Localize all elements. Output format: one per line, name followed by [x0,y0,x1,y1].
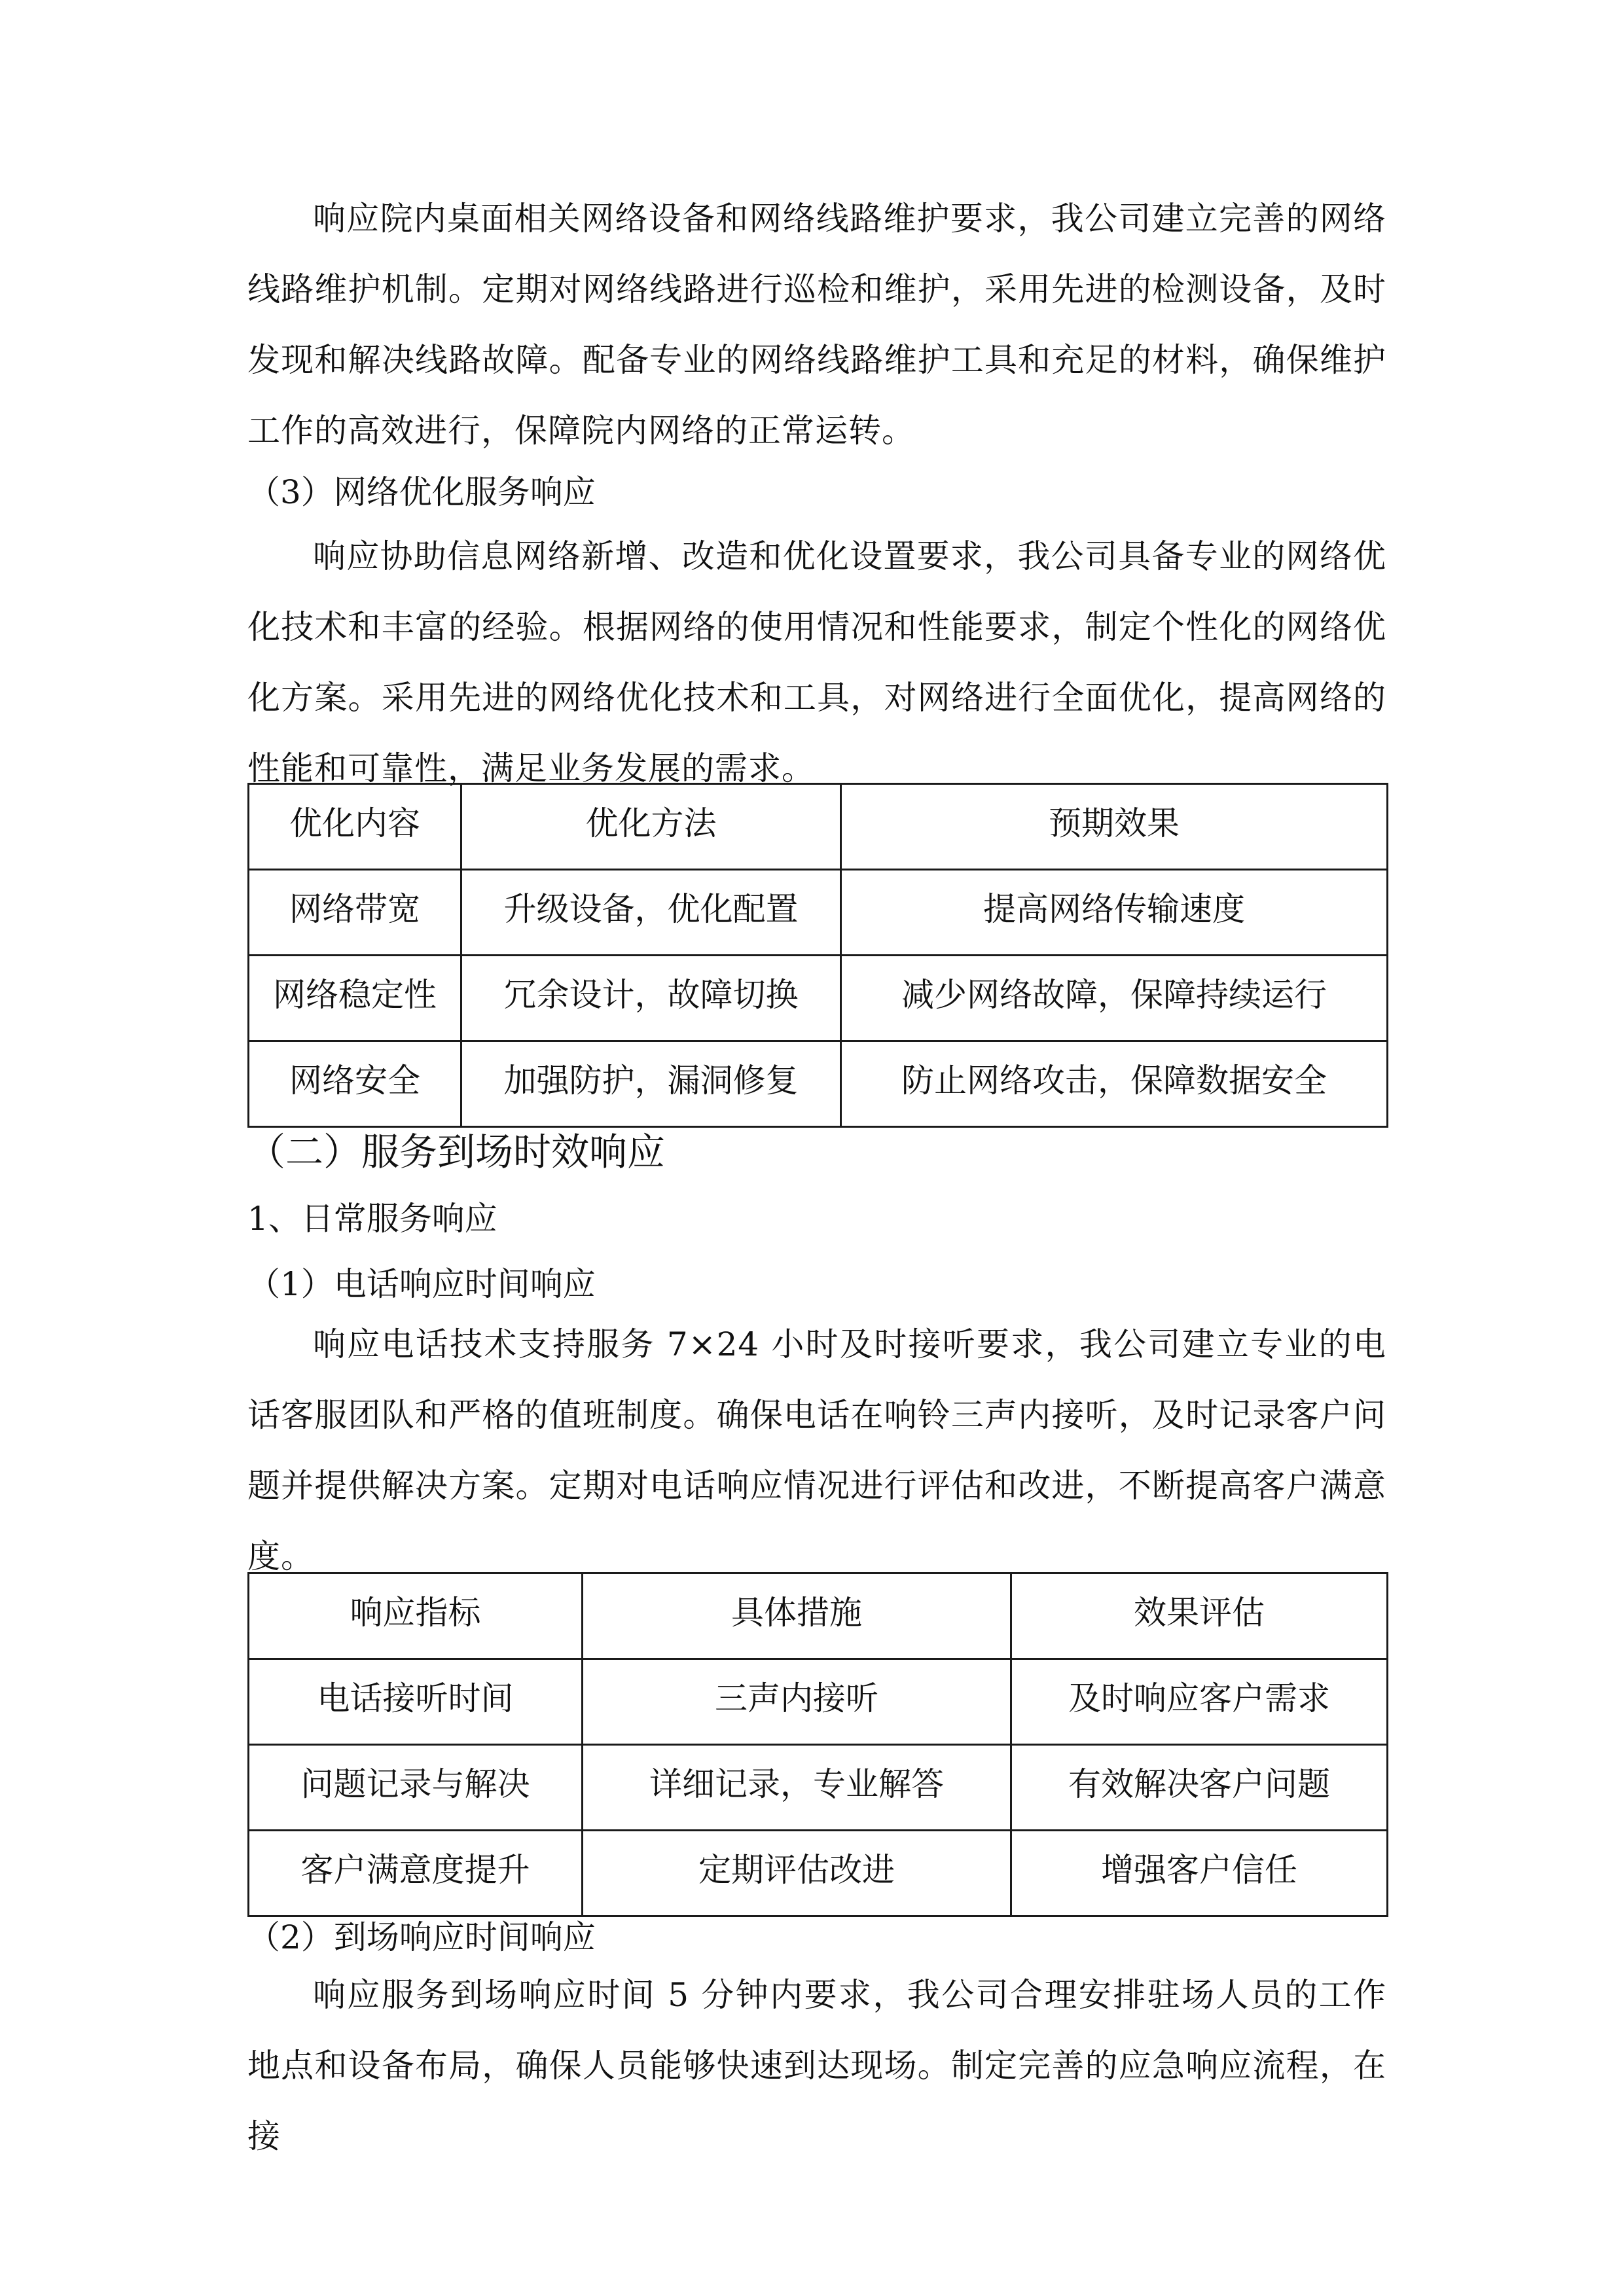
table-cell: 电话接听时间 [249,1659,583,1745]
table-cell: 及时响应客户需求 [1011,1659,1388,1745]
table-cell: 三声内接听 [583,1659,1011,1745]
table-header-cell: 预期效果 [841,784,1388,870]
phone-response-table [247,1572,1388,1917]
heading-phone-response: （1）电话响应时间响应 [247,1265,596,1303]
optimization-table [247,783,1388,1128]
heading-daily-service: 1、日常服务响应 [247,1200,497,1238]
table-cell: 客户满意度提升 [249,1831,583,1916]
table-header-cell: 响应指标 [249,1573,583,1659]
table-header-cell: 效果评估 [1011,1573,1388,1659]
table-row [249,1659,1388,1745]
table-row [249,1831,1388,1916]
table-row [249,956,1388,1041]
table-cell: 加强防护，漏洞修复 [461,1041,841,1127]
table-row [249,870,1388,956]
paragraph-network-optimization: 响应协助信息网络新增、改造和优化设置要求，我公司具备专业的网络优化技术和丰富的经验。根据网络的使用情况和性能要求，制定个性化的网络优化方案。采用先进的网络优化技术和工具，对网络进行全面优化，提高网络的性能和可靠性，满足业务发展的需求。 [247,537,1386,787]
heading-onsite-response: （2）到场响应时间响应 [247,1918,596,1956]
table-cell: 提高网络传输速度 [841,870,1388,956]
table-cell: 网络稳定性 [249,956,461,1041]
paragraph-network-maintenance: 响应院内桌面相关网络设备和网络线路维护要求，我公司建立完善的网络线路维护机制。定期对网络线路进行巡检和维护，采用先进的检测设备，及时发现和解决线路故障。配备专业的网络线路维护工具和充足的材料，确保维护工作的高效进行，保障院内网络的正常运转。 [247,200,1386,450]
table-cell: 有效解决客户问题 [1011,1745,1388,1831]
heading-section-two: （二）服务到场时效响应 [247,1130,666,1174]
table-cell: 增强客户信任 [1011,1831,1388,1916]
table-cell: 防止网络攻击，保障数据安全 [841,1041,1388,1127]
table-cell: 网络带宽 [249,870,461,956]
table-header-row [249,1573,1388,1659]
table-header-row [249,784,1388,870]
table-header-cell: 优化内容 [249,784,461,870]
heading-network-optimization: （3）网络优化服务响应 [247,473,596,511]
table-cell: 定期评估改进 [583,1831,1011,1916]
table-header-cell: 优化方法 [461,784,841,870]
table-row [249,1041,1388,1127]
paragraph-phone-response: 响应电话技术支持服务 7×24 小时及时接听要求，我公司建立专业的电话客服团队和严格的值班制度。确保电话在响铃三声内接听，及时记录客户问题并提供解决方案。定期对电话响应情况进行评估和改进，不断提高客户满意度。 [247,1325,1386,1575]
table-cell: 减少网络故障，保障持续运行 [841,956,1388,1041]
table-cell: 问题记录与解决 [249,1745,583,1831]
table-cell: 冗余设计，故障切换 [461,956,841,1041]
table-cell: 详细记录，专业解答 [583,1745,1011,1831]
table-row [249,1745,1388,1831]
table-header-cell: 具体措施 [583,1573,1011,1659]
paragraph-onsite-response: 响应服务到场响应时间 5 分钟内要求，我公司合理安排驻场人员的工作地点和设备布局，确保人员能够快速到达现场。制定完善的应急响应流程，在接 [247,1976,1386,2155]
table-cell: 升级设备，优化配置 [461,870,841,956]
table-cell: 网络安全 [249,1041,461,1127]
